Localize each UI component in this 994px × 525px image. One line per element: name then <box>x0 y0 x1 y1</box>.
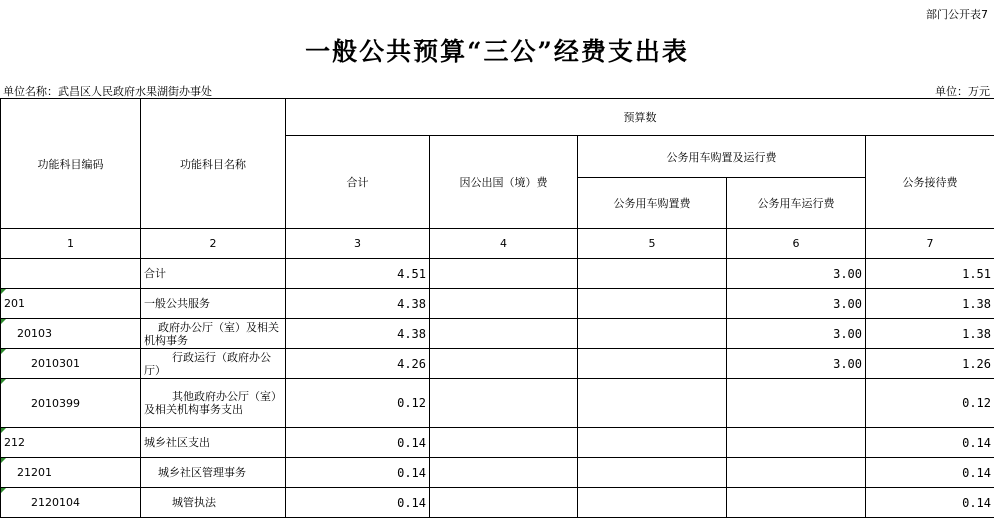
row-code: 2120104 <box>1 488 141 518</box>
row-abroad <box>430 379 578 428</box>
row-code: 212 <box>1 428 141 458</box>
row-abroad <box>430 289 578 319</box>
column-number: 3 <box>286 229 430 259</box>
column-number: 4 <box>430 229 578 259</box>
row-total: 4.38 <box>286 289 430 319</box>
row-name: 城管执法 <box>141 488 286 518</box>
row-name: 行政运行（政府办公厅） <box>141 349 286 379</box>
row-vehicle-purchase <box>578 319 727 349</box>
table-row <box>1 458 994 488</box>
row-name: 政府办公厅（室）及相关机构事务 <box>141 319 286 349</box>
row-total: 0.14 <box>286 458 430 488</box>
row-total: 0.12 <box>286 379 430 428</box>
row-abroad <box>430 319 578 349</box>
table-row <box>1 349 994 379</box>
row-vehicle-purchase <box>578 458 727 488</box>
column-number: 7 <box>866 229 994 259</box>
row-reception: 1.26 <box>866 349 994 379</box>
row-total: 4.26 <box>286 349 430 379</box>
row-vehicle-purchase <box>578 488 727 518</box>
row-abroad <box>430 458 578 488</box>
table-row <box>1 379 994 428</box>
table-row <box>1 488 994 518</box>
row-abroad <box>430 259 578 289</box>
row-total: 4.51 <box>286 259 430 289</box>
row-abroad <box>430 428 578 458</box>
header-code: 功能科目编码 <box>1 99 141 229</box>
page-title: 一般公共预算“三公”经费支出表 <box>305 37 689 66</box>
header-budget: 预算数 <box>286 99 994 136</box>
row-code: 20103 <box>1 319 141 349</box>
row-code <box>1 259 141 289</box>
row-reception: 1.38 <box>866 319 994 349</box>
cell-marker-icon <box>1 349 6 354</box>
row-reception: 0.12 <box>866 379 994 428</box>
header-vehicle-group: 公务用车购置及运行费 <box>578 136 866 178</box>
row-total: 0.14 <box>286 428 430 458</box>
column-number: 5 <box>578 229 727 259</box>
expense-table <box>0 98 994 518</box>
cell-marker-icon <box>1 488 6 493</box>
row-vehicle-purchase <box>578 428 727 458</box>
cell-marker-icon <box>1 428 6 433</box>
table-row <box>1 319 994 349</box>
header-vehicle-run: 公务用车运行费 <box>727 178 866 229</box>
row-vehicle-run: 3.00 <box>727 259 866 289</box>
row-vehicle-run <box>727 458 866 488</box>
table-row <box>1 259 994 289</box>
row-reception: 1.51 <box>866 259 994 289</box>
row-code: 2010301 <box>1 349 141 379</box>
row-name: 合计 <box>141 259 286 289</box>
row-abroad <box>430 349 578 379</box>
header-reception: 公务接待费 <box>866 136 994 229</box>
column-number-row <box>1 229 994 259</box>
table-row <box>1 428 994 458</box>
column-number: 6 <box>727 229 866 259</box>
row-reception: 1.38 <box>866 289 994 319</box>
table-row <box>1 289 994 319</box>
row-code: 21201 <box>1 458 141 488</box>
row-vehicle-purchase <box>578 349 727 379</box>
row-vehicle-run <box>727 379 866 428</box>
row-total: 4.38 <box>286 319 430 349</box>
table-number-label: 部门公开表7 <box>926 8 988 21</box>
row-reception: 0.14 <box>866 428 994 458</box>
cell-marker-icon <box>1 379 6 384</box>
header-vehicle-purchase: 公务用车购置费 <box>578 178 727 229</box>
row-vehicle-run: 3.00 <box>727 289 866 319</box>
column-number: 1 <box>1 229 141 259</box>
header-name: 功能科目名称 <box>141 99 286 229</box>
row-vehicle-run: 3.00 <box>727 319 866 349</box>
row-name: 城乡社区支出 <box>141 428 286 458</box>
row-code: 201 <box>1 289 141 319</box>
row-name: 城乡社区管理事务 <box>141 458 286 488</box>
row-vehicle-purchase <box>578 259 727 289</box>
row-reception: 0.14 <box>866 488 994 518</box>
cell-marker-icon <box>1 319 6 324</box>
row-name: 一般公共服务 <box>141 289 286 319</box>
row-total: 0.14 <box>286 488 430 518</box>
unit-info-row <box>0 83 994 98</box>
row-name: 其他政府办公厅（室）及相关机构事务支出 <box>141 379 286 428</box>
row-vehicle-purchase <box>578 379 727 428</box>
row-vehicle-purchase <box>578 289 727 319</box>
header-total: 合计 <box>286 136 430 229</box>
header-abroad: 因公出国（境）费 <box>430 136 578 229</box>
row-vehicle-run <box>727 428 866 458</box>
row-vehicle-run: 3.00 <box>727 349 866 379</box>
cell-marker-icon <box>1 458 6 463</box>
unit-measure: 单位：万元 <box>935 85 990 98</box>
row-vehicle-run <box>727 488 866 518</box>
row-abroad <box>430 488 578 518</box>
row-code: 2010399 <box>1 379 141 428</box>
unit-name: 单位名称：武昌区人民政府水果湖街办事处 <box>3 85 212 98</box>
column-number: 2 <box>141 229 286 259</box>
cell-marker-icon <box>1 289 6 294</box>
row-reception: 0.14 <box>866 458 994 488</box>
